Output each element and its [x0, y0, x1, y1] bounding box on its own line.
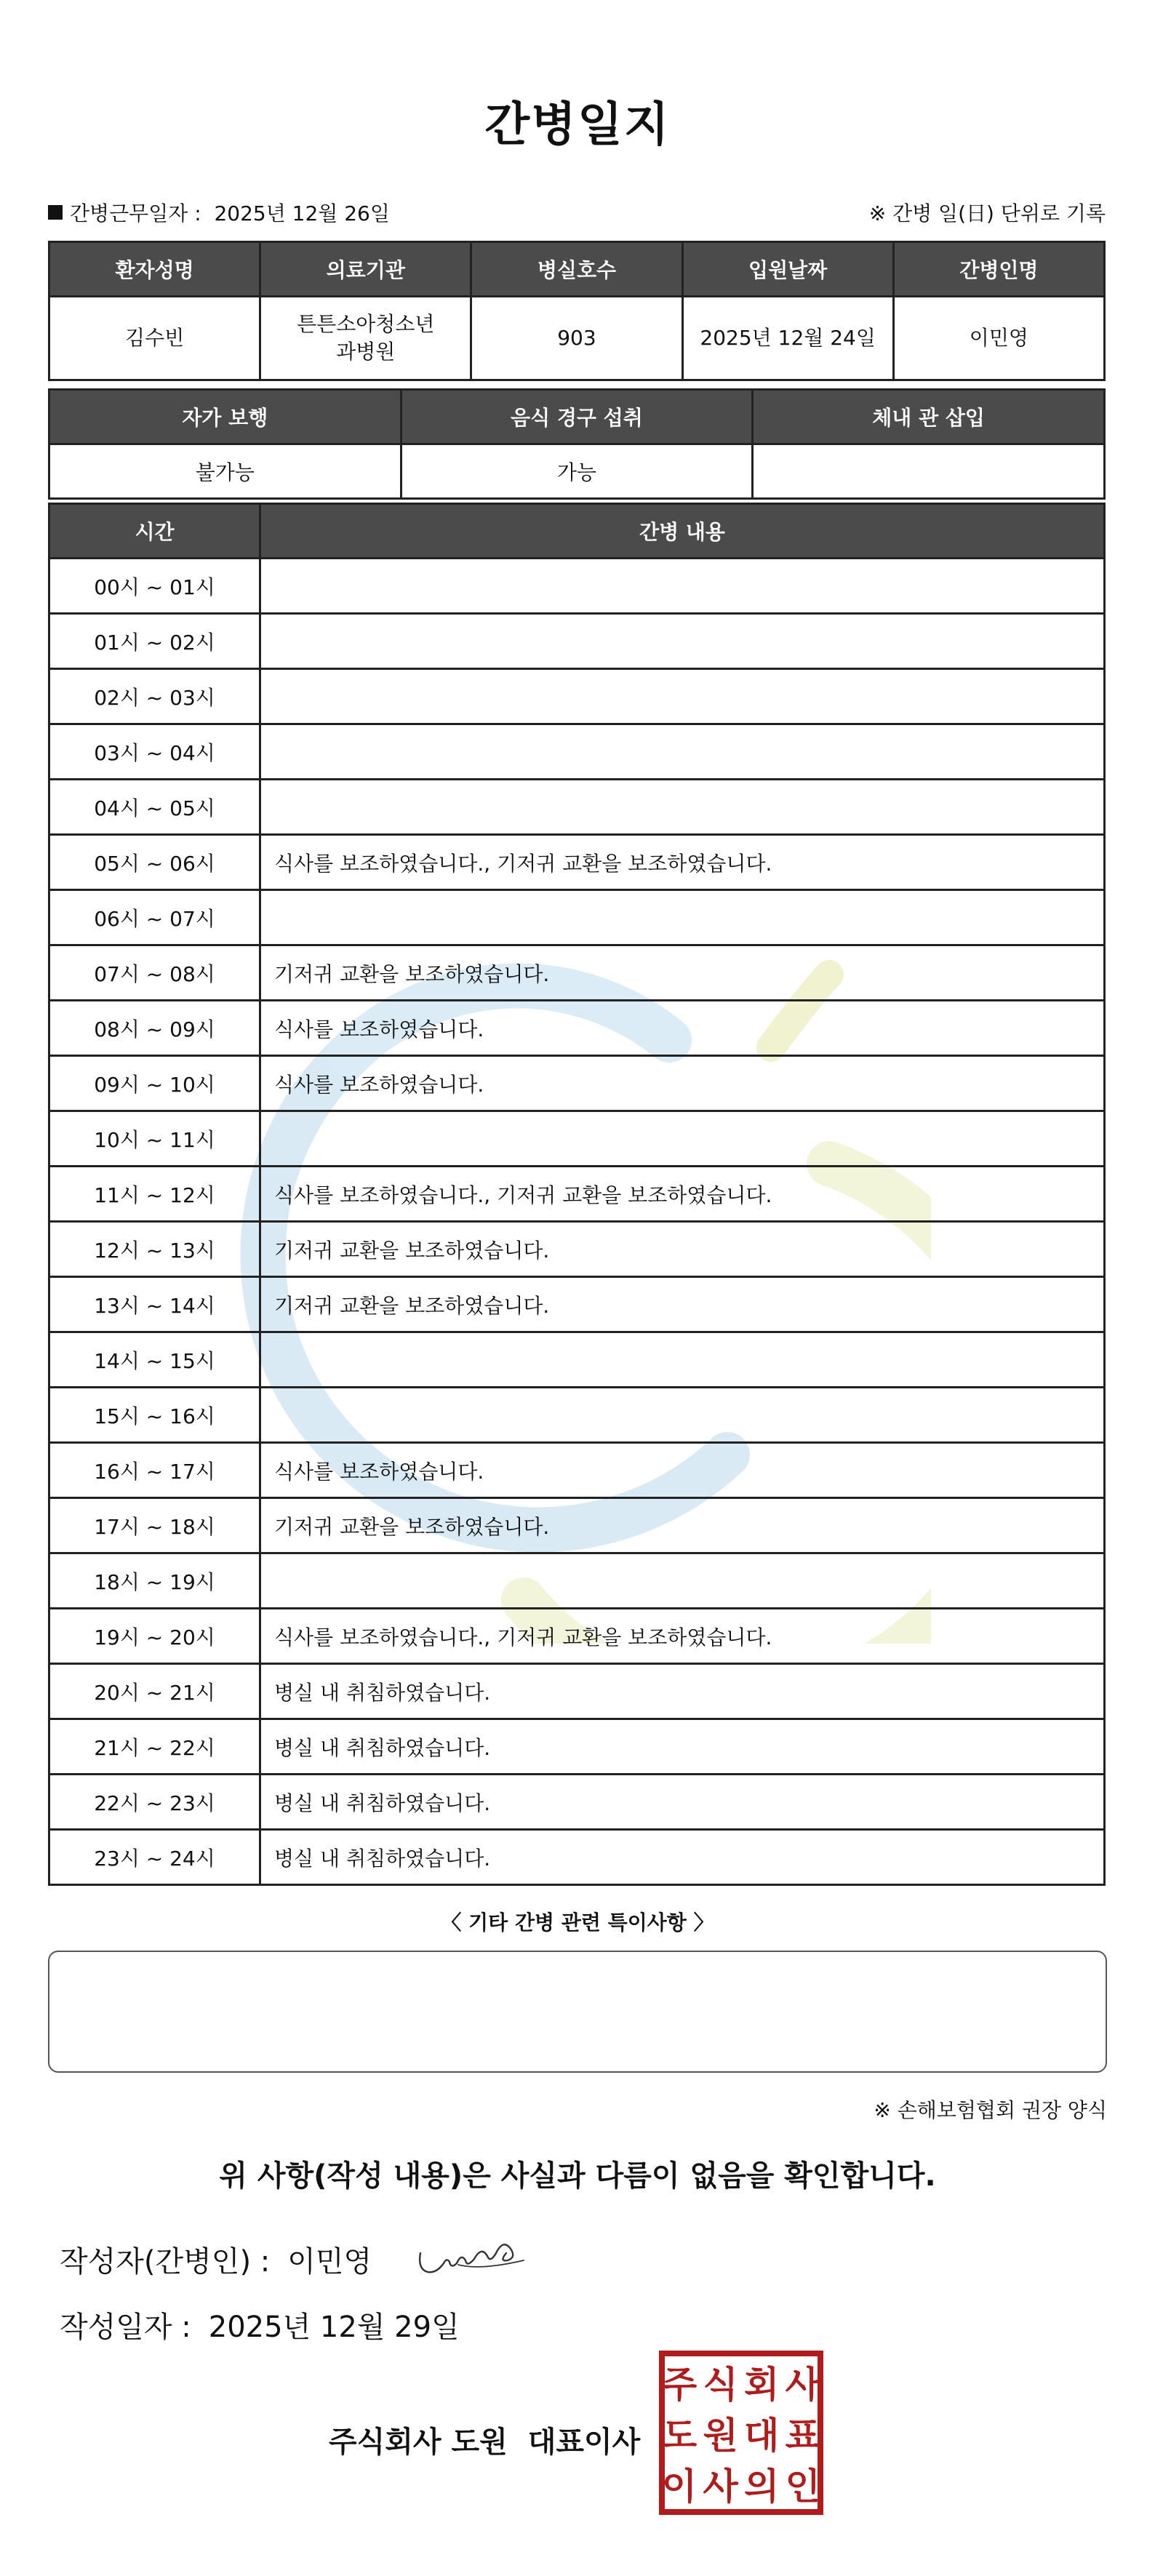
care-content-cell: 식사를 보조하였습니다. — [260, 1443, 1105, 1498]
seal-char: 인 — [785, 2465, 820, 2508]
record-unit-note: ※ 간병 일(日) 단위로 기록 — [868, 201, 1106, 225]
form-note: ※ 손해보험협회 권장 양식 — [874, 2098, 1107, 2122]
tube-insertion-value — [753, 444, 1105, 499]
table-row — [49, 1775, 1105, 1830]
care-content-cell — [260, 1553, 1105, 1609]
written-date-value: 2025년 12월 29일 — [208, 2311, 460, 2344]
table-row — [49, 1830, 1105, 1885]
writer-line — [60, 2239, 372, 2280]
table-row — [49, 780, 1105, 835]
signature — [415, 2231, 531, 2282]
room-number: 903 — [471, 297, 682, 380]
care-content-cell: 기저귀 교환을 보조하였습니다. — [260, 945, 1105, 1001]
page-title: 간병일지 — [484, 98, 671, 152]
time-cell: 18시 ~ 19시 — [49, 1553, 260, 1609]
seal-char: 사 — [703, 2465, 738, 2508]
written-date-label: 작성일자 : — [60, 2311, 191, 2344]
time-cell: 22시 ~ 23시 — [49, 1775, 260, 1830]
patient-name: 김수빈 — [49, 297, 260, 380]
header-oral-intake: 음식 경구 섭취 — [401, 390, 753, 444]
care-content-cell — [260, 780, 1105, 835]
care-content-cell: 병실 내 취침하였습니다. — [260, 1775, 1105, 1830]
time-cell: 13시 ~ 14시 — [49, 1277, 260, 1332]
oral-intake-value: 가능 — [401, 444, 753, 499]
notes-box — [48, 1951, 1107, 2073]
table-row — [49, 297, 1105, 380]
care-content-cell — [260, 1332, 1105, 1388]
patient-status-table — [48, 388, 1106, 500]
table-row — [49, 1388, 1105, 1443]
time-cell: 12시 ~ 13시 — [49, 1222, 260, 1277]
header-time: 시간 — [49, 504, 260, 559]
care-content-cell: 병실 내 취침하였습니다. — [260, 1664, 1105, 1719]
table-row — [49, 1609, 1105, 1664]
hospital-name — [260, 297, 471, 380]
meta-row — [48, 198, 1106, 227]
time-cell: 17시 ~ 18시 — [49, 1498, 260, 1553]
header-tube-insertion: 체내 관 삽입 — [753, 390, 1105, 444]
care-log-body — [49, 559, 1105, 1885]
caregiver-name: 이민영 — [893, 297, 1104, 380]
seal-char: 원 — [703, 2415, 738, 2457]
care-content-cell — [260, 1111, 1105, 1167]
table-row — [49, 1167, 1105, 1222]
care-content-cell: 병실 내 취침하였습니다. — [260, 1830, 1105, 1885]
table-row — [49, 724, 1105, 780]
table-row — [49, 890, 1105, 945]
seal-char: 사 — [785, 2364, 820, 2406]
company-line — [329, 2419, 640, 2460]
table-row — [49, 1111, 1105, 1167]
admission-date: 2025년 12월 24일 — [682, 297, 893, 380]
seal-char: 도 — [661, 2415, 698, 2457]
written-date-line — [60, 2304, 460, 2345]
table-row — [49, 835, 1105, 890]
care-content-cell — [260, 724, 1105, 780]
care-content-cell — [260, 614, 1105, 669]
table-row — [49, 444, 1105, 499]
work-date — [48, 198, 390, 227]
table-row — [49, 669, 1105, 724]
table-row — [49, 1498, 1105, 1553]
work-date-value: 2025년 12월 26일 — [214, 201, 390, 225]
time-cell: 02시 ~ 03시 — [49, 669, 260, 724]
table-row — [49, 1222, 1105, 1277]
header-admission-date: 입원날짜 — [682, 242, 893, 297]
table-row — [49, 1664, 1105, 1719]
header-patient-name: 환자성명 — [49, 242, 260, 297]
company-title: 대표이사 — [527, 2425, 641, 2459]
care-log-table — [48, 503, 1106, 1886]
time-cell: 08시 ~ 09시 — [49, 1001, 260, 1056]
table-row — [49, 1332, 1105, 1388]
time-cell: 07시 ~ 08시 — [49, 945, 260, 1001]
time-cell: 11시 ~ 12시 — [49, 1167, 260, 1222]
care-content-cell: 식사를 보조하였습니다. — [260, 1001, 1105, 1056]
time-cell: 01시 ~ 02시 — [49, 614, 260, 669]
care-content-cell: 식사를 보조하였습니다. — [260, 1056, 1105, 1111]
hospital-name-text: 튼튼소아청소년과병원 — [297, 312, 435, 364]
time-cell: 10시 ~ 11시 — [49, 1111, 260, 1167]
time-cell: 21시 ~ 22시 — [49, 1719, 260, 1775]
seal-char: 이 — [661, 2465, 698, 2508]
table-row — [49, 1277, 1105, 1332]
table-row — [49, 1719, 1105, 1775]
care-content-cell: 기저귀 교환을 보조하였습니다. — [260, 1498, 1105, 1553]
header-care-content: 간병 내용 — [260, 504, 1105, 559]
time-cell: 23시 ~ 24시 — [49, 1830, 260, 1885]
seal-char: 의 — [744, 2465, 780, 2508]
table-row — [49, 559, 1105, 614]
care-content-cell: 기저귀 교환을 보조하였습니다. — [260, 1222, 1105, 1277]
header-self-walking: 자가 보행 — [49, 390, 401, 444]
table-row — [49, 614, 1105, 669]
notes-title: 〈 기타 간병 관련 특이사항 〉 — [441, 1911, 714, 1935]
writer-label: 작성자(간병인) : — [60, 2245, 271, 2279]
time-cell: 15시 ~ 16시 — [49, 1388, 260, 1443]
time-cell: 05시 ~ 06시 — [49, 835, 260, 890]
care-content-cell — [260, 890, 1105, 945]
seal-char: 주 — [661, 2364, 698, 2406]
table-row — [49, 1056, 1105, 1111]
seal-char: 대 — [744, 2415, 780, 2457]
time-cell: 09시 ~ 10시 — [49, 1056, 260, 1111]
header-room-number: 병실호수 — [471, 242, 682, 297]
care-content-cell: 식사를 보조하였습니다., 기저귀 교환을 보조하였습니다. — [260, 835, 1105, 890]
table-header-row — [49, 242, 1105, 297]
table-row — [49, 1443, 1105, 1498]
care-content-cell: 기저귀 교환을 보조하였습니다. — [260, 1277, 1105, 1332]
self-walking-value: 불가능 — [49, 444, 401, 499]
time-cell: 14시 ~ 15시 — [49, 1332, 260, 1388]
time-cell: 20시 ~ 21시 — [49, 1664, 260, 1719]
care-content-cell — [260, 669, 1105, 724]
confirmation-statement: 위 사항(작성 내용)은 사실과 다름이 없음을 확인합니다. — [219, 2159, 936, 2193]
header-hospital: 의료기관 — [260, 242, 471, 297]
care-content-cell: 식사를 보조하였습니다., 기저귀 교환을 보조하였습니다. — [260, 1609, 1105, 1664]
writer-name: 이민영 — [287, 2245, 372, 2279]
care-content-cell: 병실 내 취침하였습니다. — [260, 1719, 1105, 1775]
header-caregiver-name: 간병인명 — [893, 242, 1104, 297]
seal-char: 회 — [744, 2364, 780, 2406]
table-row — [49, 945, 1105, 1001]
care-content-cell: 식사를 보조하였습니다., 기저귀 교환을 보조하였습니다. — [260, 1167, 1105, 1222]
seal-char: 표 — [785, 2415, 820, 2457]
patient-info-table — [48, 241, 1106, 381]
time-cell: 04시 ~ 05시 — [49, 780, 260, 835]
time-cell: 03시 ~ 04시 — [49, 724, 260, 780]
table-header-row — [49, 390, 1105, 444]
seal-char: 식 — [703, 2364, 738, 2406]
work-date-label: 간병근무일자 : — [70, 201, 201, 225]
table-row — [49, 1553, 1105, 1609]
company-name: 주식회사 도원 — [329, 2425, 508, 2459]
table-row — [49, 1001, 1105, 1056]
time-cell: 06시 ~ 07시 — [49, 890, 260, 945]
care-content-cell — [260, 1388, 1105, 1443]
time-cell: 16시 ~ 17시 — [49, 1443, 260, 1498]
time-cell: 00시 ~ 01시 — [49, 559, 260, 614]
time-cell: 19시 ~ 20시 — [49, 1609, 260, 1664]
table-header-row — [49, 504, 1105, 559]
company-seal — [659, 2351, 823, 2515]
square-bullet-icon — [48, 205, 63, 220]
care-content-cell — [260, 559, 1105, 614]
